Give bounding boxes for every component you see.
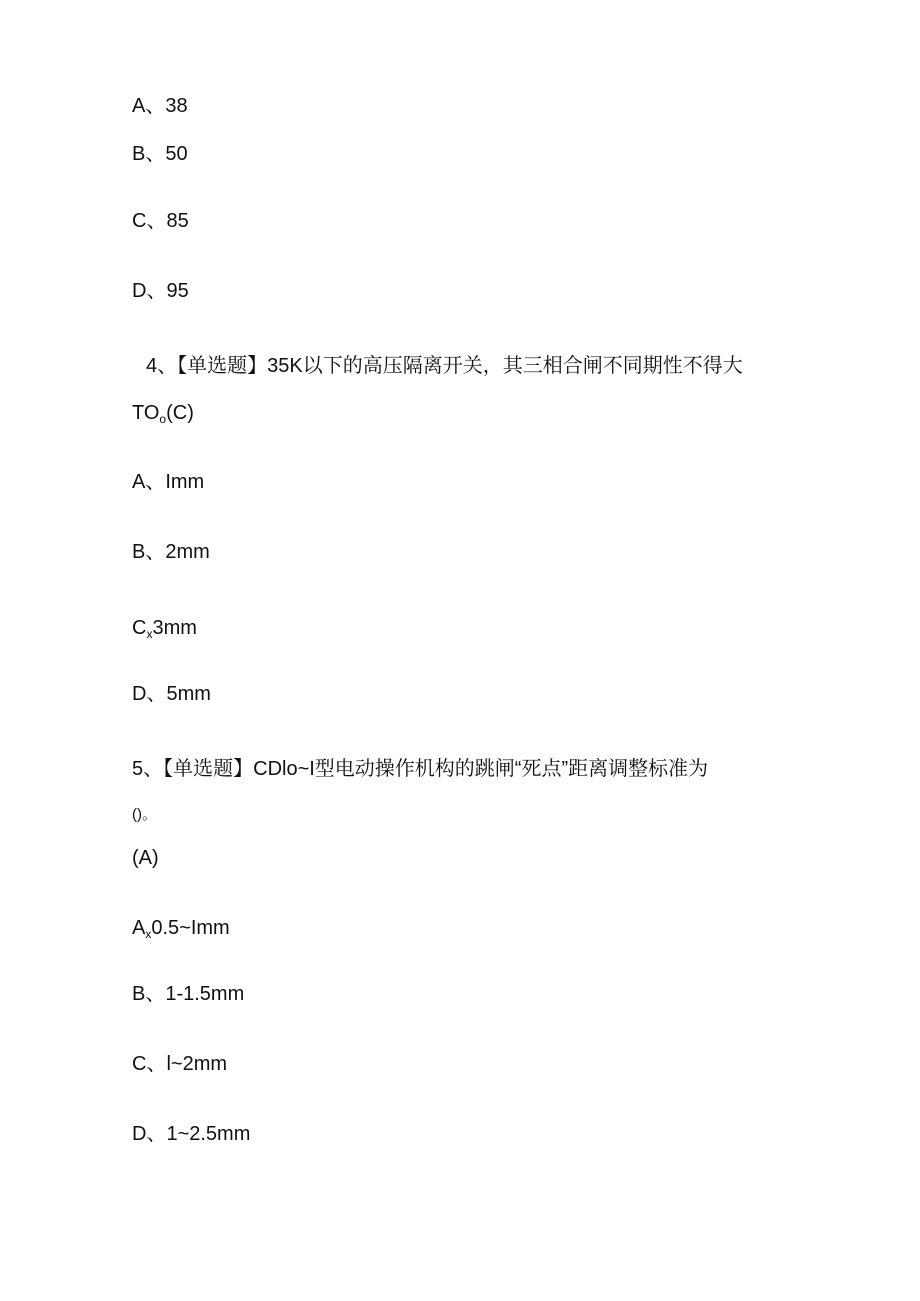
option-letter: A (132, 917, 146, 939)
option-d: D、95 (132, 280, 189, 302)
option-a: A、Imm (132, 471, 205, 493)
question-stem: 4、【单选题】35K以下的高压隔离开关，其三相合闸不同期性不得大 (146, 355, 743, 377)
question-stem-cont: ()。 (132, 806, 157, 823)
option-subscript: x (146, 627, 153, 641)
option-b: B、2mm (132, 541, 210, 563)
option-d: D、5mm (132, 683, 211, 705)
option-c: C、l~2mm (132, 1053, 228, 1075)
option-text: 0.5~Imm (151, 917, 230, 939)
stem-text: TO (132, 402, 160, 424)
answer-mark: (C) (166, 402, 194, 424)
option-d: D、1~2.5mm (132, 1123, 251, 1145)
question-stem-cont (132, 401, 194, 427)
option-b: B、1-1.5mm (132, 983, 245, 1005)
answer-mark: (A) (132, 847, 159, 869)
option-a: A、38 (132, 95, 188, 117)
option-b: B、50 (132, 143, 188, 165)
question-stem: 5、【单选题】CDlo~I型电动操作机构的跳闸“死点”距离调整标准为 (132, 758, 709, 780)
option-c: C、85 (132, 210, 189, 232)
option-text: 3mm (152, 617, 197, 639)
option-a (132, 916, 230, 942)
option-c (132, 616, 197, 642)
stem-subscript: o (159, 412, 167, 426)
option-letter: C (132, 617, 147, 639)
option-subscript: x (145, 927, 152, 941)
